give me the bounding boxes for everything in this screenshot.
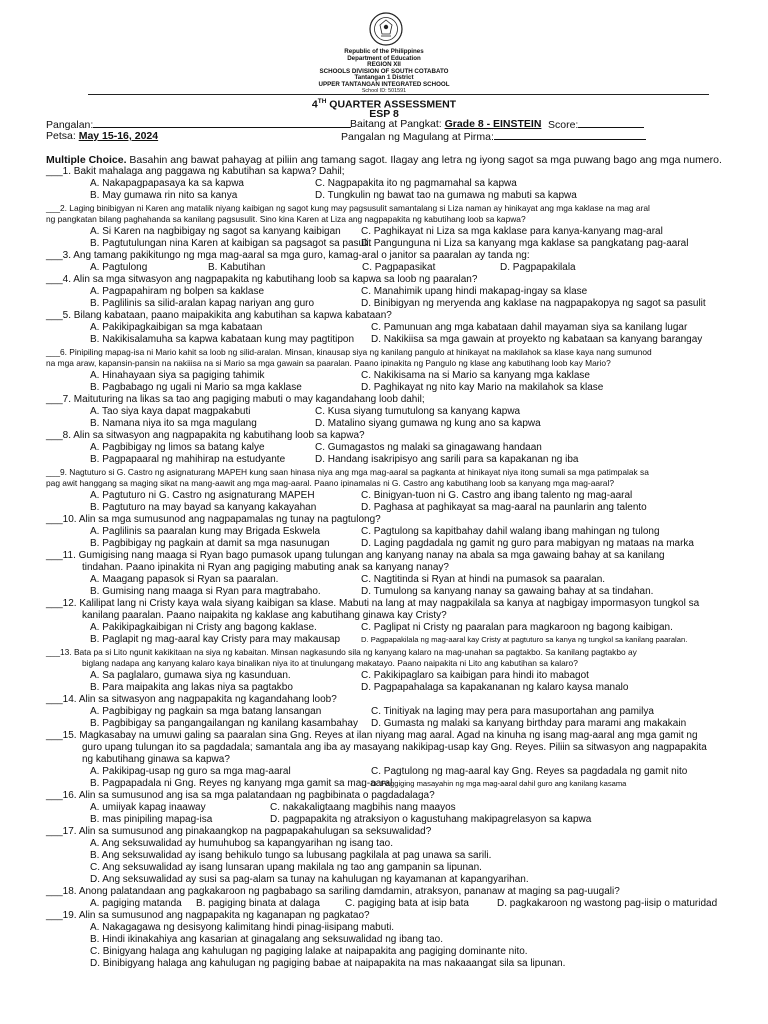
question-13-text-cont: biglang nadapa ang kanyang kalaro kaya binalikan niya ito at tinulungang makatayo. Paano naipakita ni Lito ang kabutihan sa kalaro?	[82, 658, 578, 668]
quarter-label: QUARTER ASSESSMENT	[326, 98, 457, 111]
question-18-option-A[interactable]: A. pagiging matanda	[90, 898, 182, 909]
header-divider	[88, 94, 709, 95]
question-14-option-A[interactable]: A. Pagbibigay ng pagkain sa mga batang lansangan	[90, 706, 322, 717]
question-4-option-B[interactable]: C. Manahimik upang hindi makapag-ingay sa klase	[361, 286, 588, 297]
question-6-text: ___6. Pinipiling mapag-isa ni Mario kahit sa loob ng silid-aralan. Minsan, kinausap siya ng kanilang pangulo at hinikayat na makilahok sa klase kaya nang sumunod	[46, 347, 652, 357]
question-16-option-A[interactable]: A. umiiyak kapag inaaway	[90, 802, 206, 813]
question-15-option-B[interactable]: C. Pagtulong ng mag-aaral kay Gng. Reyes sa pagdadala ng gamit nito	[371, 766, 688, 777]
question-2-text: ___2. Laging binibigyan ni Karen ang matalik niyang kaibigan ng sagot kung may pagsusulit samantalang si Liza naman ay hinikayat ang mga kaklase na mag aral	[46, 203, 650, 213]
question-16-option-C[interactable]: B. mas pinipiling mapag-isa	[90, 814, 213, 825]
question-6-option-D[interactable]: D. Paghikayat ng nito kay Mario na makilahok sa klase	[361, 382, 604, 393]
question-15-option-C[interactable]: B. Pagpapadala ni Gng. Reyes ng kanyang mga gamit sa mag-aaral	[90, 778, 393, 789]
question-11-option-C[interactable]: B. Gumising nang maaga si Ryan para magtrabaho.	[90, 586, 321, 597]
question-8-option-A[interactable]: A. Pagbibigay ng limos sa batang kalye	[90, 442, 265, 453]
baitang-row	[350, 118, 541, 130]
question-9-option-B[interactable]: C. Binigyan-tuon ni G. Castro ang ibang talento ng mag-aaral	[361, 490, 633, 501]
question-5-option-B[interactable]: C. Pamunuan ang mga kabataan dahil mayaman siya sa kanilang lugar	[371, 322, 688, 333]
question-13-text: ___13. Bata pa si Lito ngunit kakikitaan na siya ng kabaitan. Minsan nagkasundo sila ng kanyang kalaro na mag-unahan sa pagtakbo. Sa kanilang pagtakbo ay	[46, 647, 637, 657]
question-12-option-C[interactable]: B. Paglapit ng mag-aaral kay Cristy para may makausap	[90, 634, 341, 645]
question-9-option-C[interactable]: B. Pagtuturo na may bayad sa kanyang kakayahan	[90, 502, 317, 513]
question-3-option-B[interactable]: B. Kabutihan	[208, 262, 266, 273]
question-2-option-B[interactable]: C. Paghikayat ni Liza sa mga kaklase para kanya-kanyang mag-aral	[361, 226, 663, 237]
question-10-option-D[interactable]: D. Laging pagdadala ng gamit ng guro para mabigyan ng mataas na marka	[361, 538, 694, 549]
question-19-option-B[interactable]: B. Hindi ikinakahiya ang kasarian at ginagalang ang seksuwalidad ng ibang tao.	[90, 934, 444, 945]
republic-text: Republic of the Philippines	[344, 48, 424, 55]
question-12-option-A[interactable]: A. Pakikipagkaibigan ni Cristy ang bagong kaklase.	[90, 622, 317, 633]
petsa-row	[46, 130, 158, 142]
question-8-option-C[interactable]: B. Pagpapaaral ng mahihirap na estudyante	[90, 454, 286, 465]
quarter-number: 4	[311, 98, 318, 111]
question-10-option-B[interactable]: C. Pagtulong sa kapitbahay dahil walang ibang mahingan ng tulong	[361, 526, 660, 537]
question-12-option-D[interactable]: D. Pagpapakilala ng mag-aaral kay Cristy at pagtuturo sa kanya ng tungkol sa kanilang paaralan.	[361, 635, 688, 644]
petsa-label: Petsa:	[46, 130, 76, 142]
question-7-option-D[interactable]: D. Matalino siyang gumawa ng kung ano sa kapwa	[315, 418, 541, 429]
question-3-option-C[interactable]: C. Pagpapasikat	[362, 262, 436, 273]
question-7-option-C[interactable]: B. Namana niya ito sa mga magulang	[90, 418, 257, 429]
score-label: Score:	[548, 119, 579, 131]
question-17-option-C[interactable]: C. Ang seksuwalidad ay isang lunsaran upang makilala ng tao ang gampanin sa lipunan.	[90, 862, 482, 873]
question-17-option-A[interactable]: A. Ang seksuwalidad ay humuhubog sa kapangyarihan ng isang tao.	[90, 838, 393, 849]
instructions-text: Basahin ang bawat pahayag at piliin ang tamang sagot. Ilagay ang letra ng iyong sagot sa mga puwang bago ang mga numero.	[126, 154, 722, 166]
question-5-option-A[interactable]: A. Pakikipagkaibigan sa mga kabataan	[90, 322, 263, 333]
question-15-option-A[interactable]: A. Pakikipag-usap ng guro sa mga mag-aaral	[90, 766, 291, 777]
question-14-option-B[interactable]: C. Tinitiyak na laging may pera para masuportahan ang pamilya	[371, 706, 654, 717]
region-text: REGION XII	[367, 61, 401, 68]
question-8-option-D[interactable]: D. Handang isakripisyo ang sarili para sa kapakanan ng iba	[315, 454, 579, 465]
question-2-option-C[interactable]: B. Pagtutulungan nina Karen at kaibigan sa pagsagot sa pasulit	[90, 238, 372, 249]
question-6-option-B[interactable]: C. Nakikisama na si Mario sa kanyang mga kaklase	[361, 370, 590, 381]
question-13-option-A[interactable]: A. Sa paglalaro, gumawa siya ng kasunduan.	[90, 670, 291, 681]
division-text: SCHOOLS DIVISION OF SOUTH COTABATO	[319, 67, 449, 75]
question-5-text: ___5. Bilang kabataan, paano maipakikita ang kabutihan sa kapwa kabataan?	[46, 310, 392, 321]
petsa-value: May 15-16, 2024	[78, 130, 159, 142]
question-16-option-D[interactable]: D. pagpapakita ng atraksiyon o kagustuhang makipagrelasyon sa kapwa	[270, 814, 592, 825]
magulang-row	[341, 130, 646, 143]
question-16-option-B[interactable]: C. nakakaligtaang magbihis nang maayos	[270, 802, 456, 813]
question-11-text: ___11. Gumigising nang maaga si Ryan bago pumasok upang tulungan ang kanyang nanay na abala sa mga gawaing bahay at sa kanilang	[46, 550, 665, 561]
subject-title: ESP 8	[369, 108, 399, 120]
school-name: UPPER TANTANGAN INTEGRATED SCHOOL	[318, 80, 450, 88]
baitang-label: Baitang at Pangkat:	[350, 118, 442, 130]
question-18-text: ___18. Anong palatandaan ang pagkakaroon ng pagbabago sa sariling damdamin, atraksyon, pananaw at maging sa pag-uugali?	[46, 886, 620, 897]
question-13-option-D[interactable]: D. Pagpapahalaga sa kapakananan ng kalaro kaysa manalo	[361, 682, 629, 693]
question-17-option-D[interactable]: D. Ang seksuwalidad ay susi sa pag-alam sa tunay na kahulugan ng kayamanan at kapangyarihan.	[90, 874, 529, 885]
magulang-blank[interactable]	[494, 130, 646, 140]
question-19-option-C[interactable]: C. Binigyang halaga ang kahulugan ng pagiging lalake at naipapakita ang pagiging dominante nito.	[90, 946, 528, 957]
question-15-text: ___15. Magkasabay na umuwi galing sa paaralan sina Gng. Reyes at ilan niyang mag aaral. Agad na kinuha ng isang mag-aaral ang mga gamit ng	[46, 730, 698, 741]
question-11-option-D[interactable]: D. Tumulong sa kanyang nanay sa gawaing bahay at sa tindahan.	[361, 586, 654, 597]
question-2-option-D[interactable]: D. Pangunguna ni Liza sa kanyang mga kaklase sa pangkatang pag-aaral	[361, 238, 689, 249]
question-18-option-D[interactable]: D. pagkakaroon ng wastong pag-iisip o maturidad	[497, 898, 718, 909]
question-1-text: ___1. Bakit mahalaga ang paggawa ng kabutihan sa kapwa? Dahil;	[46, 166, 345, 177]
question-6-option-A[interactable]: A. Hinahayaan siya sa pagiging tahimik	[90, 370, 265, 381]
question-18-option-C[interactable]: C. pagiging bata at isip bata	[345, 898, 469, 909]
question-4-text: ___4. Alin sa mga sitwasyon ang nagpapakita ng kabutihang loob sa kapwa sa loob ng paaralan?	[46, 274, 478, 285]
question-9-text: ___9. Nagtuturo si G. Castro ng asignaturang MAPEH kung saan hinasa niya ang mga mag-aaral sa pagkanta at hinikayat niya itong sumali sa mga patimpalak sa	[46, 467, 649, 477]
question-14-option-C[interactable]: B. Pagbibigay sa pangangailangan ng kanilang kasambahay	[90, 718, 358, 729]
instructions	[46, 154, 722, 166]
question-8-option-B[interactable]: C. Gumagastos ng malaki sa ginagawang handaan	[315, 442, 542, 453]
question-15-option-D[interactable]: D. Paggiging masayahin ng mga mag-aaral dahil guro ang kanilang kasama	[371, 779, 627, 788]
question-6-option-C[interactable]: B. Pagbabago ng ugali ni Mario sa mga kaklase	[90, 382, 302, 393]
department-text: Department of Education	[347, 54, 421, 62]
question-17-option-B[interactable]: B. Ang seksuwalidad ay isang behikulo tungo sa lubusang pagkilala at pag unawa sa sarili.	[90, 850, 492, 861]
question-13-option-B[interactable]: C. Pakikipaglaro sa kaibigan para hindi ito mabagot	[361, 670, 589, 681]
question-5-option-D[interactable]: D. Nakikiisa sa mga gawain at proyekto ng kabataan sa kanyang barangay	[371, 334, 703, 345]
question-1-option-D[interactable]: D. Tungkulin ng bawat tao na gumawa ng mabuti sa kapwa	[315, 190, 577, 201]
question-19-text: ___19. Alin sa sumusunod ang nagpapakita ng kaganapan ng pagkatao?	[46, 910, 370, 921]
question-12-text-cont: kanilang paaralan. Paano naipakita ng kaklase ang kabutihang ginawa kay Cristy?	[82, 610, 447, 621]
question-18-option-B[interactable]: B. pagiging binata at dalaga	[196, 898, 320, 909]
question-7-option-A[interactable]: A. Tao siya kaya dapat magpakabuti	[90, 406, 251, 417]
question-9-option-A[interactable]: A. Pagtuturo ni G. Castro ng asignaturang MAPEH	[90, 490, 315, 501]
question-9-option-D[interactable]: D. Paghasa at paghikayat sa mag-aaral na paunlarin ang talento	[361, 502, 647, 513]
question-1-option-C[interactable]: B. May gumawa rin nito sa kanya	[90, 190, 238, 201]
question-7-option-B[interactable]: C. Kusa siyang tumutulong sa kanyang kapwa	[315, 406, 521, 417]
baitang-value: Grade 8 - EINSTEIN	[444, 118, 542, 130]
question-10-text: ___10. Alin sa mga sumusunod ang nagpapamalas ng tunay na pagtulong?	[46, 514, 381, 525]
question-17-text: ___17. Alin sa sumusunod ang pinakaangkop na pagpapakahulugan sa seksuwalidad?	[46, 826, 432, 837]
question-14-text: ___14. Alin sa sitwasyon ang nagpapakita ng kagandahang loob?	[46, 694, 337, 705]
district-text: Tantangan 1 District	[354, 74, 414, 81]
question-19-option-D[interactable]: D. Binibigyang halaga ang kahulugan ng pagiging babae at naipapakita na mas nakaaangat sila sa lipunan.	[90, 958, 566, 969]
question-3-option-A[interactable]: A. Pagtulong	[90, 262, 148, 273]
question-12-text: ___12. Kalilipat lang ni Cristy kaya wala siyang kaibigan sa klase. Mabuti na lang at may nagpakilala sa kanya at nagbigay impormasyon tungkol sa	[46, 598, 700, 609]
question-8-text: ___8. Alin sa sitwasyon ang nagpapakita ng kabutihang loob sa kapwa?	[46, 430, 365, 441]
question-15-text-cont: guro upang tulungan ito sa pagdadala; samantala ang iba ay masayang nakikipag-usap kay Gng. Reyes. Piliin sa sitwasyon ang nagpapakita	[82, 742, 707, 753]
question-2-option-A[interactable]: A. Si Karen na nagbibigay ng sagot sa kanyang kaibigan	[90, 226, 341, 237]
question-4-option-D[interactable]: D. Binibigyan ng meryenda ang kaklase na nagpapakopya ng sagot sa pasulit	[361, 298, 706, 309]
question-11-text-cont: tindahan. Paano ipinakita ni Ryan ang pagiging mabuting anak sa kanyang nanay?	[82, 562, 449, 573]
question-7-text: ___7. Maituturing na likas sa tao ang pagiging mabuti o may kagandahang loob dahil;	[46, 394, 425, 405]
instructions-heading: Multiple Choice.	[46, 154, 127, 166]
question-16-text: ___16. Alin sa sumusunod ang isa sa mga palatandaan ng pagbibinata o pagdadalaga?	[46, 790, 435, 801]
pangalan-label: Pangalan:	[46, 119, 94, 131]
school-id: School ID: 501591	[361, 88, 407, 94]
question-11-option-A[interactable]: A. Maagang papasok si Ryan sa paaralan.	[90, 574, 279, 585]
question-4-option-C[interactable]: B. Paglilinis sa silid-aralan kapag nariyan ang guro	[90, 298, 315, 309]
question-6-text-cont: na mga araw, kapansin-pansin na nakiiisa na si Mario sa mga gawain sa paaralan. Paano ipinakita ng Pangulo ng klase ang kabutihang loob kay Mario?	[46, 358, 611, 368]
score-blank[interactable]	[578, 118, 644, 128]
quarter-suffix: TH	[317, 98, 327, 105]
question-4-option-A[interactable]: A. Pagpapahiram ng bolpen sa kaklase	[90, 286, 265, 297]
question-10-option-A[interactable]: A. Paglilinis sa paaralan kung may Brigada Eskwela	[90, 526, 321, 537]
question-15-text-cont: ng kabutihang ginawa sa kapwa?	[82, 754, 230, 765]
question-11-option-B[interactable]: C. Nagtitinda si Ryan at hindi na pumasok sa paaralan.	[361, 574, 606, 585]
question-9-text-cont: pag awit hanggang sa maging sikat na mang-aawit ang mga mag-aaral. Paano ipinamalas ni G. Castro ang kabutihang loob sa kanyang mga mag-aaral?	[46, 478, 614, 488]
question-13-option-C[interactable]: B. Para maipakita ang lakas niya sa pagtakbo	[90, 682, 293, 693]
deped-seal-logo	[369, 12, 403, 46]
question-12-option-B[interactable]: C. Paglipat ni Cristy ng paaralan para magkaroon ng bagong kaibigan.	[361, 622, 673, 633]
question-3-text: ___3. Ang tamang pakikitungo ng mga mag-aaral sa mga guro, kamag-aral o janitor sa paaralan ay tanda ng:	[46, 250, 530, 261]
question-3-option-D[interactable]: D. Pagpapakilala	[500, 262, 576, 273]
question-14-option-D[interactable]: D. Gumasta ng malaki sa kanyang birthday para marami ang makakain	[371, 718, 687, 729]
question-10-option-C[interactable]: B. Pagbibigay ng pagkain at damit sa mga nasunugan	[90, 538, 330, 549]
question-1-option-A[interactable]: A. Nakapagpapasaya ka sa kapwa	[90, 178, 244, 189]
magulang-label: Pangalan ng Magulang at Pirma:	[341, 131, 494, 143]
question-1-option-B[interactable]: C. Nagpapakita ito ng pagmamahal sa kapwa	[315, 178, 517, 189]
question-2-text-cont: ng pangkatan bilang paghahanda sa kanilang pagsusulit. Sino kina Karen at Liza ang nagpapakita ng kabutihang loob sa kapwa?	[46, 214, 526, 224]
question-19-option-A[interactable]: A. Nakagagawa ng desisyong kalimitang hindi pinag-iisipang mabuti.	[90, 922, 395, 933]
pangalan-blank[interactable]	[93, 118, 351, 128]
question-5-option-C[interactable]: B. Nakikisalamuha sa kapwa kabataan kung may pagtitipon	[90, 334, 355, 345]
